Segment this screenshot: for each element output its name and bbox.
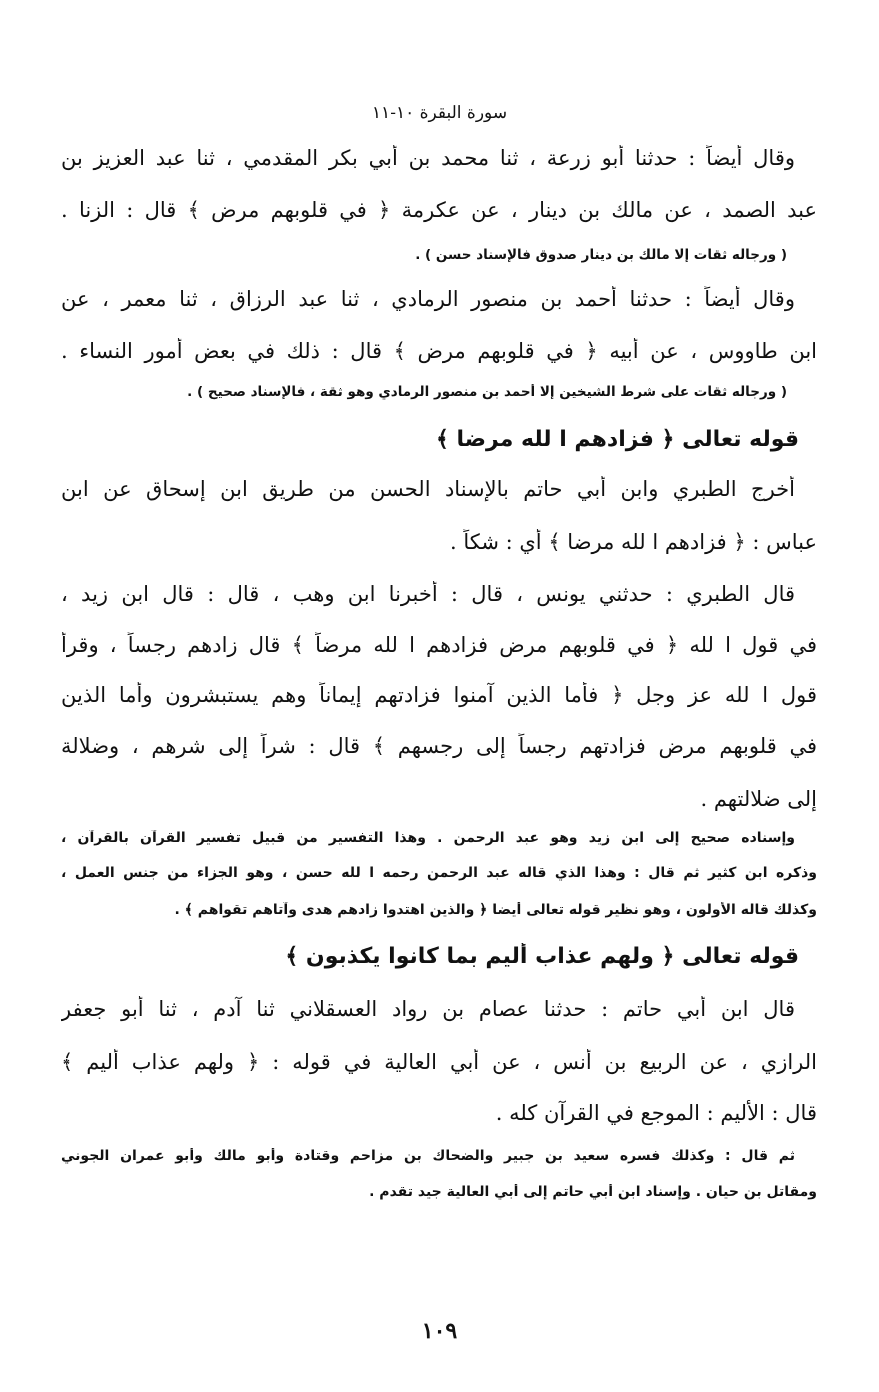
text-line: عباس : ﴿ فزادهم ا لله مرضا ﴾ أي : شكاً . (450, 530, 817, 554)
footnote-line: ومقاتل بن حيان . وإسناد ابن أبي حاتم إلى أبي العالية جيد تقدم . (369, 1184, 817, 1200)
text-line: قال الطبري : حدثني يونس ، قال : أخبرنا ابن وهب ، قال : قال ابن زيد ، (61, 582, 795, 606)
footnote-line: ثم قال : وكذلك فسره سعيد بن جبير والضحاك بن مزاحم وقتادة وأبو مالك وأبو عمران الجوني (61, 1148, 795, 1164)
text-line: في قول ا لله ﴿ في قلوبهم مرض فزادهم ا لله مرضاً ﴾ قال زادهم رجساً ، وقرأ (61, 633, 817, 657)
text-line: في قلوبهم مرض فزادتهم رجساً إلى رجسهم ﴾ قال : شراً إلى شرهم ، وضلالة (61, 734, 817, 758)
footnote-line: وذكره ابن كثير ثم قال : وهذا الذي قاله عبد الرحمن رحمه ا لله حسن ، وهو الجزاء من جنس العمل ، (61, 865, 817, 881)
page-number: ١٠٩ (421, 1318, 458, 1344)
text-line: وقال أيضاً : حدثنا أبو زرعة ، ثنا محمد بن أبي بكر المقدمي ، ثنا عبد العزيز بن (61, 146, 795, 170)
text-line: ابن طاووس ، عن أبيه ﴿ في قلوبهم مرض ﴾ قال : ذلك في بعض أمور النساء . (61, 339, 817, 363)
text-line: إلى ضلالتهم . (700, 787, 817, 811)
text-line: عبد الصمد ، عن مالك بن دينار ، عن عكرمة ﴿ في قلوبهم مرض ﴾ قال : الزنا . (61, 198, 817, 222)
footnote-line: ( ورجاله ثقات على شرط الشيخين إلا أحمد بن منصور الرمادي وهو ثقة ، فالإسناد صحيح ) . (187, 384, 787, 400)
footnote-line: وإسناده صحيح إلى ابن زيد وهو عبد الرحمن . وهذا التفسير من قبيل تفسير القرآن بالقرآن ، (61, 830, 795, 846)
text-line: قول ا لله عز وجل ﴿ فأما الذين آمنوا فزادتهم إيماناً وهم يستبشرون وأما الذين (61, 683, 817, 707)
section-heading: قوله تعالى ﴿ ولهم عذاب أليم بما كانوا يكذبون ﴾ (285, 944, 799, 969)
footnote-line: ( ورجاله ثقات إلا مالك بن دينار صدوق فالإسناد حسن ) . (415, 247, 787, 263)
running-header: سورة البقرة ١٠-١١ (371, 103, 508, 123)
text-line: قال ابن أبي حاتم : حدثنا عصام بن رواد العسقلاني ثنا آدم ، ثنا أبو جعفر (61, 997, 795, 1021)
section-heading: قوله تعالى ﴿ فزادهم ا لله مرضا ﴾ (435, 427, 799, 452)
text-line: قال : الأليم : الموجع في القرآن كله . (495, 1101, 817, 1125)
footnote-line: وكذلك قاله الأولون ، وهو نظير قوله تعالى أيضا ﴿ والذين اهتدوا زادهم هدى وآتاهم تقواهم ﴾ . (174, 902, 817, 918)
text-line: أخرج الطبري وابن أبي حاتم بالإسناد الحسن من طريق ابن إسحاق عن ابن (61, 477, 795, 501)
text-line: وقال أيضاً : حدثنا أحمد بن منصور الرمادي ، ثنا عبد الرزاق ، ثنا معمر ، عن (61, 287, 795, 311)
text-line: الرازي ، عن الربيع بن أنس ، عن أبي العالية في قوله : ﴿ ولهم عذاب أليم ﴾ (61, 1050, 817, 1074)
